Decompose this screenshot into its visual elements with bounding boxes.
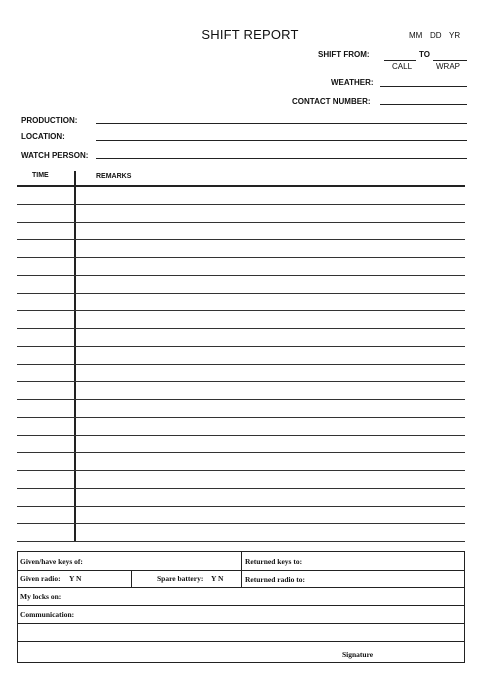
- log-row-line[interactable]: [17, 239, 465, 240]
- shift-call-field[interactable]: [384, 60, 416, 61]
- shift-wrap-field[interactable]: [433, 60, 467, 61]
- date-day-label: DD: [430, 31, 442, 40]
- log-row-line[interactable]: [17, 293, 465, 294]
- weather-field[interactable]: [380, 86, 467, 87]
- returned-keys-label: Returned keys to:: [245, 557, 303, 566]
- log-row-line[interactable]: [17, 257, 465, 258]
- log-row-line[interactable]: [17, 506, 465, 507]
- watch-person-field[interactable]: [96, 158, 467, 159]
- contact-number-field[interactable]: [380, 104, 467, 105]
- log-row-line[interactable]: [17, 435, 465, 436]
- checklist-divider: [241, 571, 242, 588]
- wrap-label: WRAP: [436, 62, 460, 71]
- remarks-column-header: REMARKS: [96, 173, 132, 180]
- checklist-table: [17, 551, 465, 663]
- time-column-header: TIME: [32, 172, 49, 179]
- signature-label: Signature: [342, 650, 374, 659]
- log-row-line[interactable]: [17, 523, 465, 524]
- contact-number-label: CONTACT NUMBER:: [292, 97, 371, 106]
- checklist-row-radio: [18, 571, 464, 588]
- time-column-divider: [74, 171, 76, 541]
- communication-label: Communication:: [20, 610, 75, 619]
- checklist-row-blank[interactable]: [18, 624, 464, 642]
- log-row-line[interactable]: [17, 310, 465, 311]
- log-row-line[interactable]: [17, 417, 465, 418]
- log-header-rule: [17, 185, 465, 187]
- location-field[interactable]: [96, 140, 467, 141]
- my-locks-label: My locks on:: [20, 592, 62, 601]
- spare-battery-yes-no[interactable]: Y N: [211, 574, 224, 583]
- log-row-line[interactable]: [17, 541, 465, 542]
- given-keys-label: Given/have keys of:: [20, 557, 83, 566]
- checklist-row-locks: [18, 588, 464, 606]
- returned-radio-label: Returned radio to:: [245, 575, 305, 584]
- log-row-line[interactable]: [17, 381, 465, 382]
- checklist-row-communication: [18, 606, 464, 624]
- weather-label: WEATHER:: [331, 78, 374, 87]
- production-label: PRODUCTION:: [21, 116, 78, 125]
- log-row-line[interactable]: [17, 399, 465, 400]
- log-row-line[interactable]: [17, 275, 465, 276]
- date-month-label: MM: [409, 31, 423, 40]
- log-row-line[interactable]: [17, 488, 465, 489]
- log-row-line[interactable]: [17, 204, 465, 205]
- shift-from-label: SHIFT FROM:: [318, 50, 370, 59]
- checklist-divider: [131, 571, 132, 588]
- form-title: SHIFT REPORT: [201, 27, 299, 42]
- log-row-line[interactable]: [17, 364, 465, 365]
- log-row-line[interactable]: [17, 470, 465, 471]
- date-year-label: YR: [449, 31, 461, 40]
- production-field[interactable]: [96, 123, 467, 124]
- location-label: LOCATION:: [21, 132, 65, 141]
- spare-battery-label: Spare battery:: [157, 574, 204, 583]
- given-radio-yes-no[interactable]: Y N: [69, 574, 82, 583]
- watch-person-label: WATCH PERSON:: [21, 151, 89, 160]
- checklist-divider: [241, 552, 242, 571]
- log-row-line[interactable]: [17, 328, 465, 329]
- call-label: CALL: [392, 62, 413, 71]
- log-row-line[interactable]: [17, 222, 465, 223]
- checklist-row-keys: [18, 552, 464, 571]
- given-radio-label: Given radio:: [20, 574, 61, 583]
- log-row-line[interactable]: [17, 346, 465, 347]
- to-label: TO: [419, 50, 430, 59]
- log-row-line[interactable]: [17, 452, 465, 453]
